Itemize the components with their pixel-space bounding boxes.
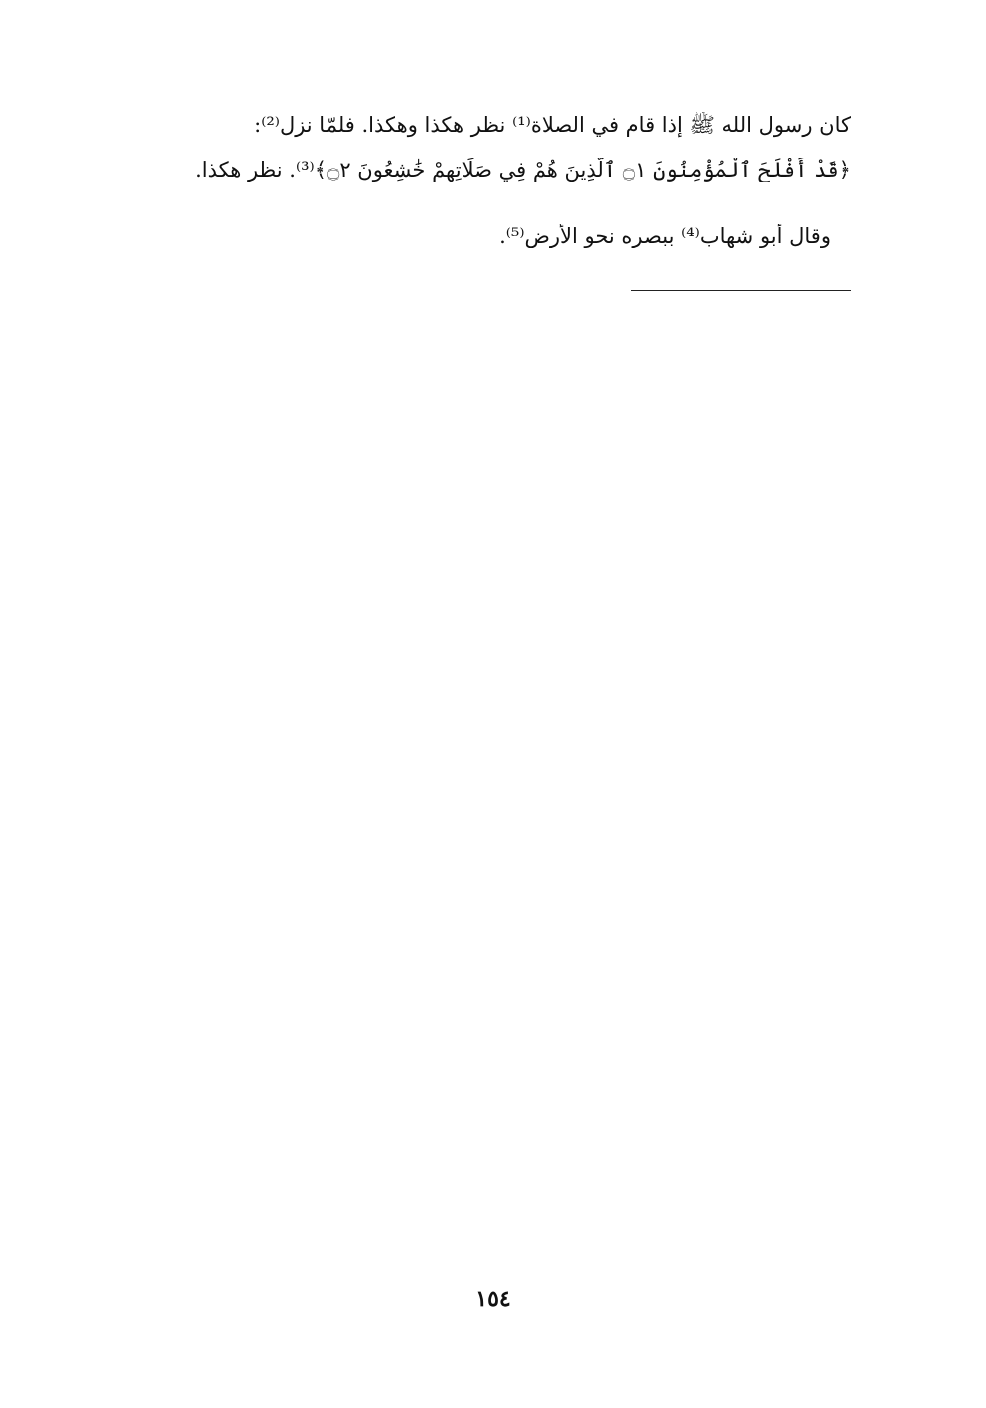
main-line: كان رسول الله ﷺ إذا قام في الصلاة⁽¹⁾ نظر هكذا وهكذا. فلمّا نزل⁽²⁾:: [254, 113, 851, 137]
main-line: وقال أبو شهاب⁽⁴⁾ ببصره نحو الأرض⁽⁵⁾.: [499, 224, 831, 248]
main-line: ﴿قَدْ أَفْلَحَ ٱلْمُؤْمِنُونَ ۝١ ٱلَّذِينَ هُمْ فِي صَلَاتِهِمْ خَٰشِعُونَ ۝٢﴾⁽³⁾. نظر هكذا.: [195, 158, 851, 182]
page-number: ١٥٤: [475, 1286, 511, 1312]
footnote-divider: [631, 290, 851, 291]
